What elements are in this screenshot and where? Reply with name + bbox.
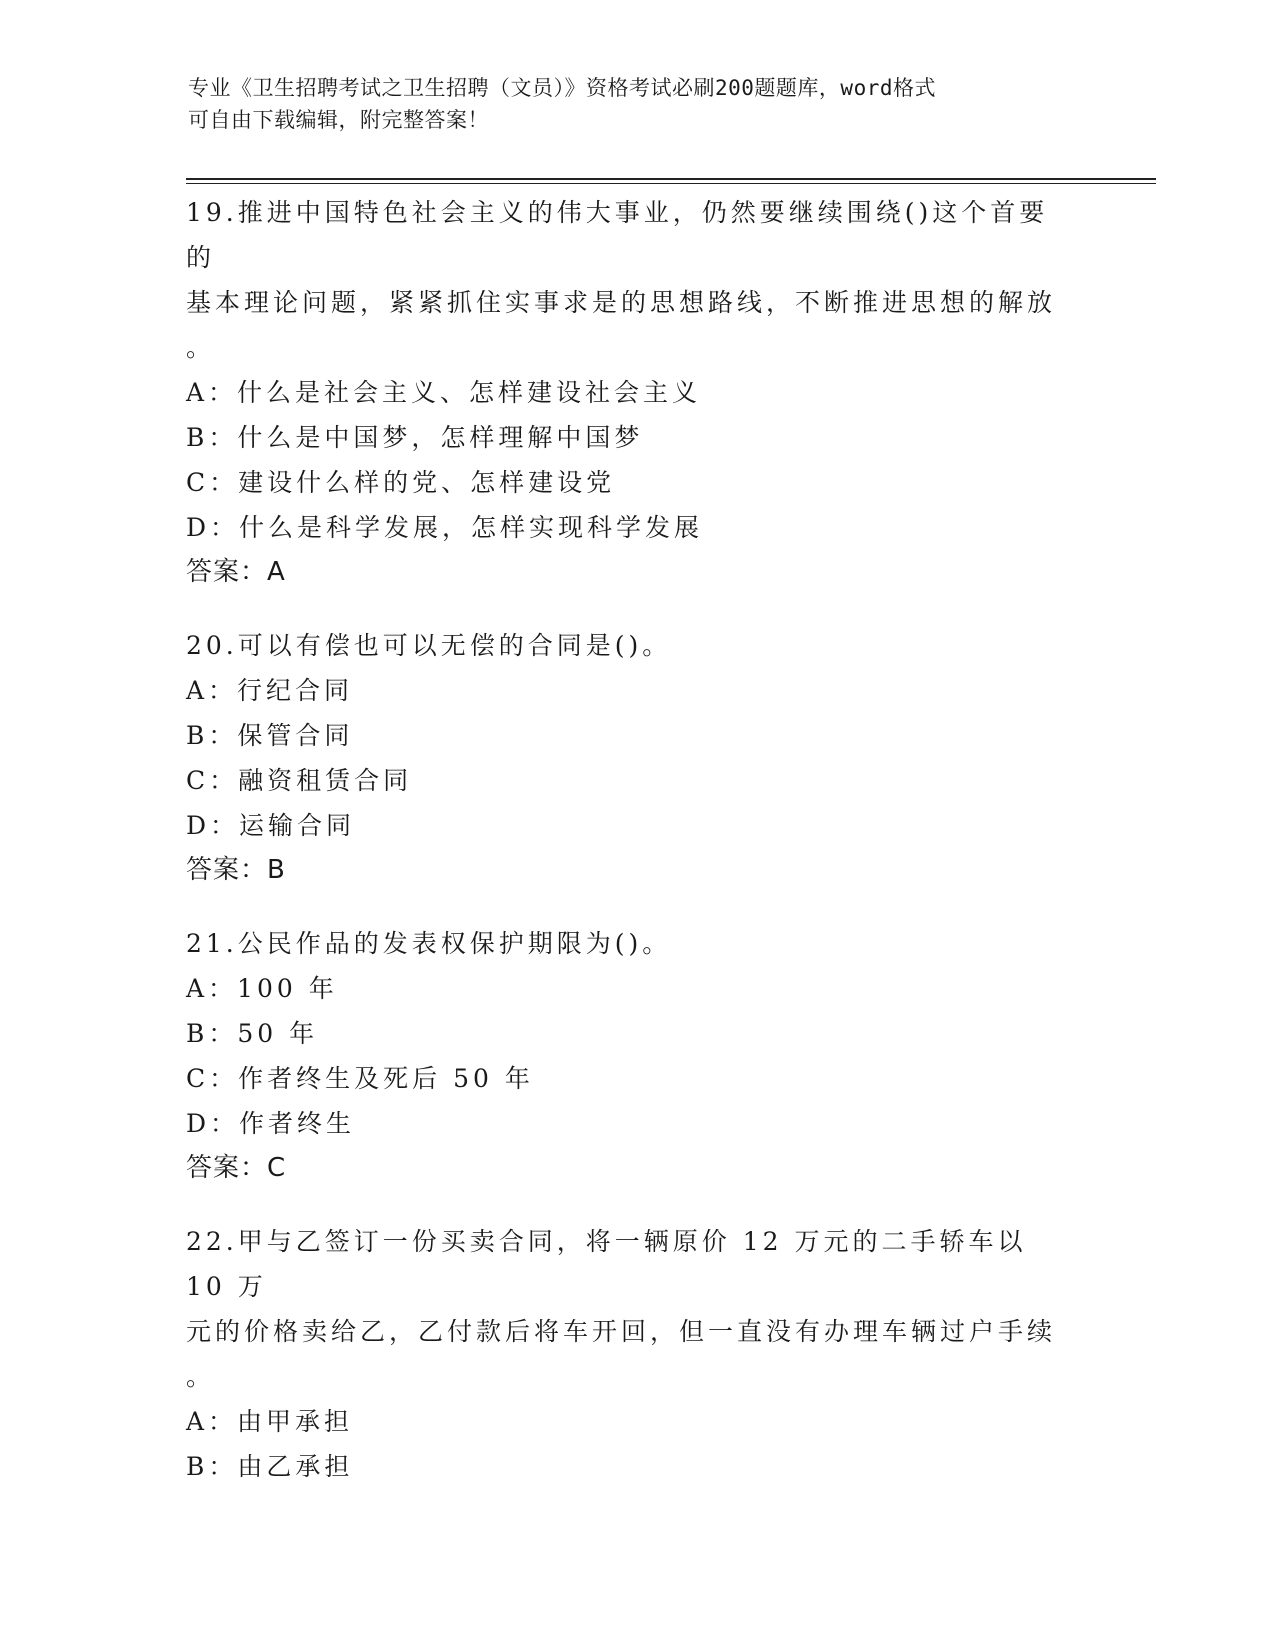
answer: 答案：C (186, 1153, 287, 1183)
answer: 答案：A (186, 557, 286, 587)
option-a: A：由甲承担 (186, 1407, 354, 1436)
question-stem-line: 22.甲与乙签订一份买卖合同，将一辆原价 12 万元的二手轿车以 10 万 (186, 1227, 1027, 1301)
question-stem-tail: 。 (186, 333, 216, 362)
question-stem-line: 元的价格卖给乙，乙付款后将车开回，但一直没有办理车辆过户手续 (186, 1317, 1057, 1346)
header-divider-thick (186, 178, 1156, 180)
option-c: C：融资租赁合同 (186, 766, 413, 795)
option-d: D：运输合同 (186, 811, 356, 840)
question-stem-line: 20.可以有偿也可以无偿的合同是()。 (186, 631, 672, 660)
option-b: B：保管合同 (186, 721, 354, 750)
question-stem-line: 19.推进中国特色社会主义的伟大事业，仍然要继续围绕()这个首要的 (186, 198, 1049, 272)
option-d: D：作者终生 (186, 1109, 356, 1138)
option-d: D：什么是科学发展，怎样实现科学发展 (186, 513, 704, 542)
option-a: A：行纪合同 (186, 676, 354, 705)
question-21 (186, 921, 1076, 1191)
option-b: B：什么是中国梦，怎样理解中国梦 (186, 423, 644, 452)
option-a: A：什么是社会主义、怎样建设社会主义 (186, 378, 702, 407)
question-stem-line: 基本理论问题，紧紧抓住实事求是的思想路线，不断推进思想的解放 (186, 288, 1057, 317)
page-header (188, 72, 1068, 136)
option-c: C：作者终生及死后 50 年 (186, 1064, 534, 1093)
question-22 (186, 1219, 1076, 1489)
answer: 答案：B (186, 855, 286, 885)
option-b: B：由乙承担 (186, 1452, 354, 1481)
question-stem-tail: 。 (186, 1362, 216, 1391)
option-c: C：建设什么样的党、怎样建设党 (186, 468, 616, 497)
question-stem-line: 21.公民作品的发表权保护期限为()。 (186, 929, 672, 958)
option-a: A：100 年 (186, 974, 338, 1003)
question-19 (186, 190, 1076, 595)
option-b: B：50 年 (186, 1019, 319, 1048)
header-line-1: 专业《卫生招聘考试之卫生招聘（文员）》资格考试必刷200题题库，word格式 (188, 76, 936, 100)
question-list (186, 190, 1076, 1517)
header-line-2: 可自由下载编辑，附完整答案！ (188, 108, 489, 132)
header-divider-thin (186, 183, 1156, 184)
question-20 (186, 623, 1076, 893)
